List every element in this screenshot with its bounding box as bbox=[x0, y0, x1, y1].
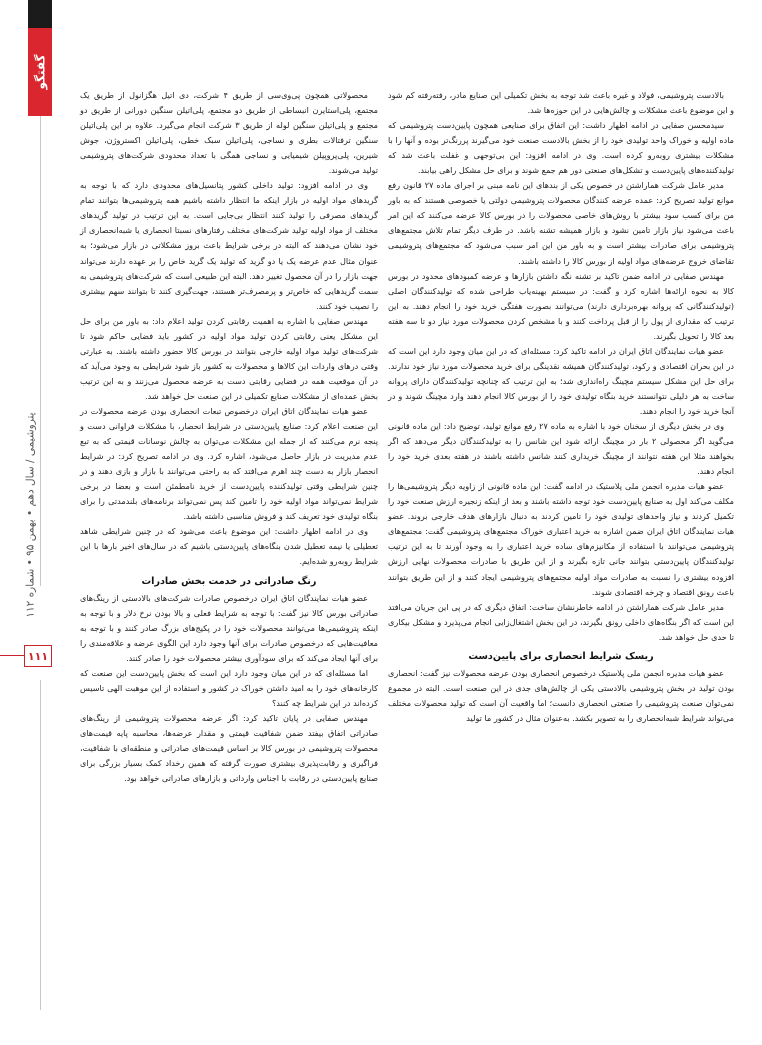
section-label-text: گفتگو bbox=[33, 54, 48, 90]
article-paragraph: اما مسئله‌ای که در این میان وجود دارد این است که بخش پایین‌دست این صنعت که کارخانه‌های خود را به امید داشتن خوراک در کشور و استفاده از این موهبت الهی تاسیس کرده‌اند در این شرایط چه کنند؟ bbox=[80, 667, 378, 708]
section-heading: ریسک شرایط انحصاری برای پایین‌دست bbox=[468, 650, 654, 662]
article-paragraph: وی در ادامه اظهار داشت: این موضوع باعث می‌شود که در چنین شرایطی شاهد تعطیلی یا نیمه تعطیل شدن بنگاه‌های پایین‌دستی باشیم که در سال‌های اخیر بارها با این شرایط روبه‌رو شده‌ایم. bbox=[80, 526, 378, 567]
magazine-info bbox=[16, 350, 46, 680]
page-number: ۱۱۱ bbox=[24, 645, 52, 667]
section-label bbox=[28, 28, 52, 116]
section-heading: رنگ صادراتی در خدمت بخش صادرات bbox=[141, 575, 317, 587]
article-paragraph: عضو هیات مدیره انجمن ملی پلاستیک درخصوص انحصاری بودن عرضه محصولات نیز گفت: انحصاری بودن تولید در بخش پتروشیمی بالادستی یکی از چالش‌های جدی در این صنعت است. البته در مجموع نمی‌توان صنعت پتروشیمی را صنعتی انحصاری دانست؛ اما واقعیت آن است که تولید محصولات مختلف می‌تواند شرایط شبه‌انحصاری را به تصویر بکشد. به‌عنوان مثال در کشور ما تولید bbox=[388, 667, 734, 723]
article-paragraph: عضو هیات نمایندگان اتاق ایران در ادامه تاکید کرد: مسئله‌ای که در این میان وجود دارد این است که در این بحران اقتصادی و رکود، تولیدکنندگان همیشه نقدینگی برای خرید محصولات مورد نیاز خود ندارند. برای حل این مشکل سیستم مچینگ راه‌اندازی شد؛ به این ترتیب که چنانچه تولیدکنندگان دارای پروانه ساخت به هر دلیلی نتوانستند خرید بنگاه تولیدی خود را از بورس کالا انجام دهند وارد مچینگ شوند و در آنجا خرید خود را انجام دهند. bbox=[388, 345, 734, 416]
article-paragraph: مهندس صفایی در پایان تاکید کرد: اگر عرضه محصولات پتروشیمی از رینگ‌های صادراتی اتفاق بیفتد ضمن شفافیت قیمتی و مقدار عرضه‌ها، محاسبه پایه قیمت‌های محصولات پتروشیمی در بورس کالا بر اساس قیمت‌های صادراتی و منطقه‌ای با شفافیت، فراگیری و رقابت‌پذیری بیشتری صورت گرفته که همین رخداد کمک بسیار بزرگی برای صنایع پایین‌دستی در رقابت با اجناس وارداتی و بازارهای صادراتی خواهد بود. bbox=[80, 712, 378, 784]
article-column-left bbox=[80, 88, 378, 1018]
article-paragraph: مهندس صفایی در ادامه ضمن تاکید بر تشنه نگه داشتن بازارها و عرضه کمبودهای محدود در بورس کالا به نحوه ارائه‌ها اشاره کرد و گفت: در سیستم بهینه‌یاب طراحی شده که تولیدکنندگان اصلی (تولیدکنندگانی که پروانه بهره‌برداری دارند) می‌توانند بصورت هفتگی خرید خود را انجام دهند. به این ترتیب که مقداری از پول را از قبل پرداخت کنند و با مشخص کردن محصولات مورد نیاز دو تا سه هفته بعد کالا را تحویل بگیرند. bbox=[388, 270, 734, 341]
magazine-info-text: پتروشیمی / سال دهم • بهمن ۹۵ • شماره ۱۱۲ bbox=[25, 412, 37, 618]
margin-rule-bottom bbox=[40, 680, 41, 1010]
article-paragraph: عضو هیات مدیره انجمن ملی پلاستیک در ادامه گفت: این ماده قانونی از زاویه دیگر پتروشیمی‌ها را مکلف می‌کند اول به صنایع پایین‌دست خود توجه داشته باشند و بعد از اینکه زنجیره ارزش صنعت خود را تکمیل کردند و نیاز واحدهای تولیدی خود را تامین کردند به دنبال بازارهای هدف خارجی بروند. عضو هیات نمایندگان اتاق ایران ضمن اشاره به خرید اعتباری خوراک مجتمع‌های پتروشیمی گفت: مجتمع‌های پتروشیمی می‌توانند با استفاده از مکانیزم‌های ساده خرید اعتباری را به وجود آورند تا به این ترتیب تولیدکنندگان پایین‌دستی بتوانند جانی تازه بگیرند و از این طریق با صادرات محصولات نهایی ارزش افزوده بیشتری را نسبت به صادرات مواد اولیه مجتمع‌های پتروشیمی ایجاد کنند و از این طریق بتوانند باعث رونق اقتصاد و چرخه اقتصادی شوند. bbox=[388, 481, 734, 597]
article-paragraph: بالادست پتروشیمی، فولاد و غیره باعث شد توجه به بخش تکمیلی این صنایع مادر، رفته‌رفته کم شود و این موضوع باعث مشکلات و چالش‌هایی در این حوزه‌ها شد. bbox=[388, 90, 734, 116]
article-paragraph: عضو هیات نمایندگان اتاق ایران درخصوص تبعات انحصاری بودن عرضه محصولات در این صنعت اعلام کرد: صنایع پایین‌دستی در شرایط انحصار، با مشکلات فراوانی دست و پنجه نرم می‌کنند که از جمله این مشکلات می‌توان به چالش نوسانات قیمتی که به تبع عدم مدیریت در بازار حاصل می‌شود، اشاره کرد. وی در ادامه تصریح کرد: در شرایط انحصار بازار به دست چند اهرم می‌افتد که به راحتی می‌توانند با بازار و بازی دهند و در چنین شرایطی وقتی تولیدکننده پایین‌دست از خرید نامطمئن است و بعضا در برخی شرایط نمی‌تواند مواد اولیه خود را تامین کند پس نمی‌تواند برنامه‌های بلندمدتی را برای بنگاه تولیدی خود تعریف کند و فروش مناسبی داشته باشد. bbox=[80, 405, 378, 522]
article-paragraph: مدیر عامل شرکت هماراشتن در خصوص یکی از بندهای این نامه مبنی بر اجرای ماده ۲۷ قانون رفع موانع تولید تصریح کرد: عمده عرضه کنندگان محصولات پتروشیمی دولتی یا خصوصی هستند که به باور من برای کسب سود بیشتر با روش‌های خاصی محصولات را در بورس کالا عرضه می‌کنند که این امر باعث می‌شود نیاز بازار تامین نشود و بازار همیشه تشنه باشد. در طرف دیگر تمام تلاش مجتمع‌های پتروشیمی برای صادرات بیشتر است و به باور من این امر سبب می‌شود که مجتمع‌های پتروشیمی تقاضای خروج عرضه‌های مواد اولیه از بورس کالا را داشته باشند. bbox=[388, 180, 734, 266]
article-paragraph: سیدمحسن صفایی در ادامه اظهار داشت: این اتفاق برای صنایعی همچون پایین‌دست پتروشیمی که ماده اولیه و خوراک واحد تولیدی خود را از بخش بالادست صنعت خود می‌گیرند پررنگ‌تر بوده و آنها را با مشکلات بیشتری روبه‌رو کرده است. وی در ادامه افزود: این بی‌توجهی و غفلت باعث شد که تولیدکننده‌های پایین‌دست و تشکل‌های صنعتی دور هم جمع شوند و برای حل مشکل راهی بیابند. bbox=[388, 120, 734, 176]
article-paragraph: وی در ادامه افزود: تولید داخلی کشور پتانسیل‌های محدودی دارد که با توجه به گریدهای مواد اولیه در بازار اینکه ما انتظار داشته باشیم همه پتروشیمی‌ها بتوانند تمام گریدهای مصرفی را تولید کنند انتظار بی‌جایی است. به این ترتیب در تولید گریدهای مختلف از مواد اولیه تولید شرکت‌های مختلف رفتارهای نسبتا انحصاری یا شبه‌انحصاری از خود نشان می‌دهند که البته در برخی شرایط باعث بروز مشکلاتی در بازار می‌شود؛ به عنوان مثال عدم عرضه یک یا دو گرید که تولید یک گرید خاص را بر عهده دارند می‌تواند جهت بازار را در آن محصول تغییر دهد. البته این طبیعی است که شرکت‌های پتروشیمی به سمت گریدهایی که خاص‌تر و پرمصرف‌تر هستند، جهت‌گیری کنند تا بتوانند سهم بیشتری را نصیب خود کنند. bbox=[80, 180, 378, 311]
article-paragraph: مدیر عامل شرکت هماراشتن در ادامه خاطرنشان ساخت: اتفاق دیگری که در پی این جریان می‌افتد این است که اگر بنگاه‌های داخلی رونق بگیرند، در این بخش اشتغال‌زایی انجام می‌پذیرد و مشکل بیکاری تا حدی حل خواهد شد. bbox=[388, 601, 734, 642]
article-column-right bbox=[388, 88, 734, 1018]
article-paragraph: مهندس صفایی با اشاره به اهمیت رقابتی کردن تولید اعلام داد: به باور من برای حل این مشکل یعنی رقابتی کردن تولید مواد اولیه در کشور باید فضایی حاکم شود تا شرکت‌های تولید مواد اولیه خارجی بتوانند در بورس کالا حضور داشته باشند. به عبارتی وقتی درهای واردات این کالاها و محصولات به کشور باز شود شرایطی به وجود می‌آید که در آن موقعیت همه در فضایی رقابتی دست به عرضه محصول می‌زنند و به این ترتیب بخش عمده‌ای از مشکلات صنایع تکمیلی در این صنعت حل خواهد شد. bbox=[80, 315, 378, 401]
corner-tab-black bbox=[28, 0, 52, 28]
article-paragraph: عضو هیات نمایندگان اتاق ایران درخصوص صادرات شرکت‌های بالادستی از رینگ‌های صادراتی بورس کالا نیز گفت: با توجه به شرایط فعلی و بالا بودن نرخ دلار و با توجه به اینکه پتروشیمی‌ها می‌توانند محصولات خود را در پکیج‌های بزرگ صادر کنند و با توجه به معافیت‌هایی که درخصوص صادرات برای آنها وجود دارد این الگوی عرضه و علاقه‌مندی را برای آنها ایجاد می‌کند که برای سودآوری بیشتر محصولات خود را صادر کنند. bbox=[80, 592, 378, 663]
article-paragraph: وی در بخش دیگری از سخنان خود با اشاره به ماده ۲۷ رفع موانع تولید، توضیح داد: این ماده قانونی می‌گوید اگر محصولی ۲ بار در مچینگ ارائه شود این شانس را به تولیدکنندگان دیگر می‌دهد که اگر بخواهند مثلا این هفته نتوانند از مچینگ خریداری کنند شانس داشته باشند در هفته بعدی خرید خود را انجام دهند. bbox=[388, 421, 734, 477]
article-paragraph: محصولاتی همچون پی‌وی‌سی از طریق ۴ شرکت، دی اتیل هگزانول از طریق یک مجتمع، پلی‌استایرن انبساطی از طریق دو مجتمع، پلی‌اتیلن سنگین دورانی از طریق دو مجتمع و پلی‌اتیلن سنگین لوله از طریق ۳ شرکت انجام می‌گیرد. علاوه بر این پلی‌اتیلن سنگین ترفتالات بطری و نساجی، پلی‌اتیلن سبک خطی، پلی‌اتیلن اکستروژن، جوش شیرین، پلی‌پروپیلن شیمیایی و نساجی همگی با تعداد محدودی شرکت‌های پتروشیمی تولید می‌شوند. bbox=[80, 90, 379, 176]
